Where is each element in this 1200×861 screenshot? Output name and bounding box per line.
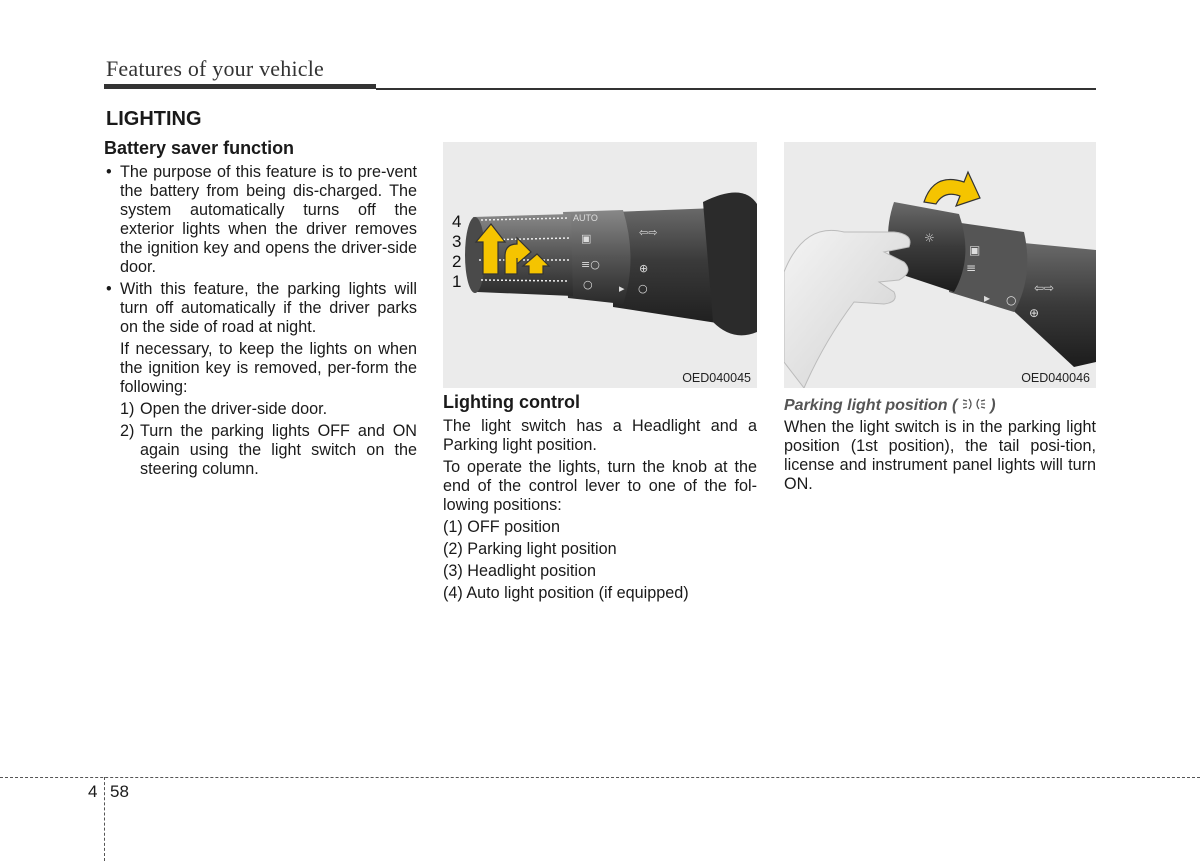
svg-text:▸: ▸ (619, 282, 625, 295)
battery-saver-note: If necessary, to keep the lights on when the ignition key is removed, per-form the following: (120, 340, 417, 396)
battery-saver-heading: Battery saver function (104, 138, 295, 158)
header-rule-thick (104, 84, 376, 89)
position-item: (3) Headlight position (443, 562, 596, 580)
lighting-control-para: To operate the lights, turn the knob at the end of the control lever to one of the fol-lowing positions: (443, 458, 757, 514)
footer-vertical-rule (104, 777, 105, 861)
bullet-item: • The purpose of this feature is to pre-vent the battery from being dis-charged. The system automatically turns off the exterior lights when the driver removes the ignition key and opens the driver-side door. (106, 163, 417, 276)
battery-saver-steps (120, 400, 417, 479)
battery-saver-bullets (104, 163, 417, 337)
svg-text:⊕: ⊕ (639, 262, 649, 275)
position-item: (2) Parking light position (443, 540, 617, 558)
footer-dashed-rule (0, 777, 1200, 778)
svg-text:▣: ▣ (969, 243, 981, 257)
lighting-control-column (443, 393, 757, 606)
figure-code: OED040046 (1021, 371, 1090, 385)
svg-text:▣: ▣ (581, 232, 592, 245)
lighting-control-para: The light switch has a Headlight and a Parking light position. (443, 417, 757, 454)
svg-text:○: ○ (638, 282, 648, 295)
svg-text:⊕: ⊕ (1029, 306, 1040, 320)
position-label-2: 2 (452, 252, 462, 271)
section-title: LIGHTING (106, 108, 202, 130)
step-text: Open the driver-side door. (140, 400, 328, 418)
step-number: 2) (120, 422, 135, 440)
position-item: (4) Auto light position (if equipped) (443, 584, 689, 602)
lighting-control-heading: Lighting control (443, 392, 580, 412)
svg-text:⇦⇨: ⇦⇨ (1034, 281, 1055, 295)
header-rule-thin (376, 88, 1096, 90)
position-item: (1) OFF position (443, 518, 560, 536)
light-positions-list (443, 518, 757, 603)
bullet-text: With this feature, the parking lights will turn off automatically if the driver parks on the side of road at night. (120, 280, 417, 336)
svg-text:○: ○ (1006, 293, 1017, 307)
hand-turning-knob-illustration (784, 142, 1096, 388)
figure-code: OED040045 (682, 371, 751, 385)
bullet-text: The purpose of this feature is to pre-vent the battery from being dis-charged. The system automatically turns off the exterior lights when the driver removes the ignition key and opens the driver-side door. (120, 163, 417, 276)
step-number: 1) (120, 400, 135, 418)
svg-text:AUTO: AUTO (573, 213, 598, 223)
svg-text:▸: ▸ (984, 291, 991, 305)
step-item (120, 400, 417, 419)
parking-light-heading: Parking light position ( ) (784, 397, 996, 414)
step-item (120, 422, 417, 479)
parking-light-icon (962, 397, 990, 414)
light-switch-figure (443, 142, 757, 388)
position-label-3: 3 (452, 232, 462, 251)
running-header: Features of your vehicle (106, 56, 325, 81)
position-label-1: 1 (452, 272, 462, 291)
svg-text:≡○: ≡○ (581, 258, 600, 271)
svg-text:☼: ☼ (924, 231, 935, 245)
position-label-4: 4 (452, 212, 462, 231)
page-number: 58 (110, 782, 129, 801)
parking-light-column (784, 396, 1096, 497)
parking-light-figure (784, 142, 1096, 388)
battery-saver-column (104, 139, 417, 482)
svg-text:○: ○ (583, 278, 593, 291)
chapter-number: 4 (88, 782, 98, 801)
svg-text:≡: ≡ (966, 261, 977, 275)
step-text: Turn the parking lights OFF and ON again using the light switch on the steering column. (140, 422, 417, 478)
svg-text:⇦⇨: ⇦⇨ (639, 226, 658, 239)
bullet-item: • With this feature, the parking lights will turn off automatically if the driver parks on the side of road at night. (106, 280, 417, 336)
light-switch-illustration (443, 142, 757, 388)
parking-light-body: When the light switch is in the parking light position (1st position), the tail posi-tion, license and instrument panel lights will turn ON. (784, 418, 1096, 493)
